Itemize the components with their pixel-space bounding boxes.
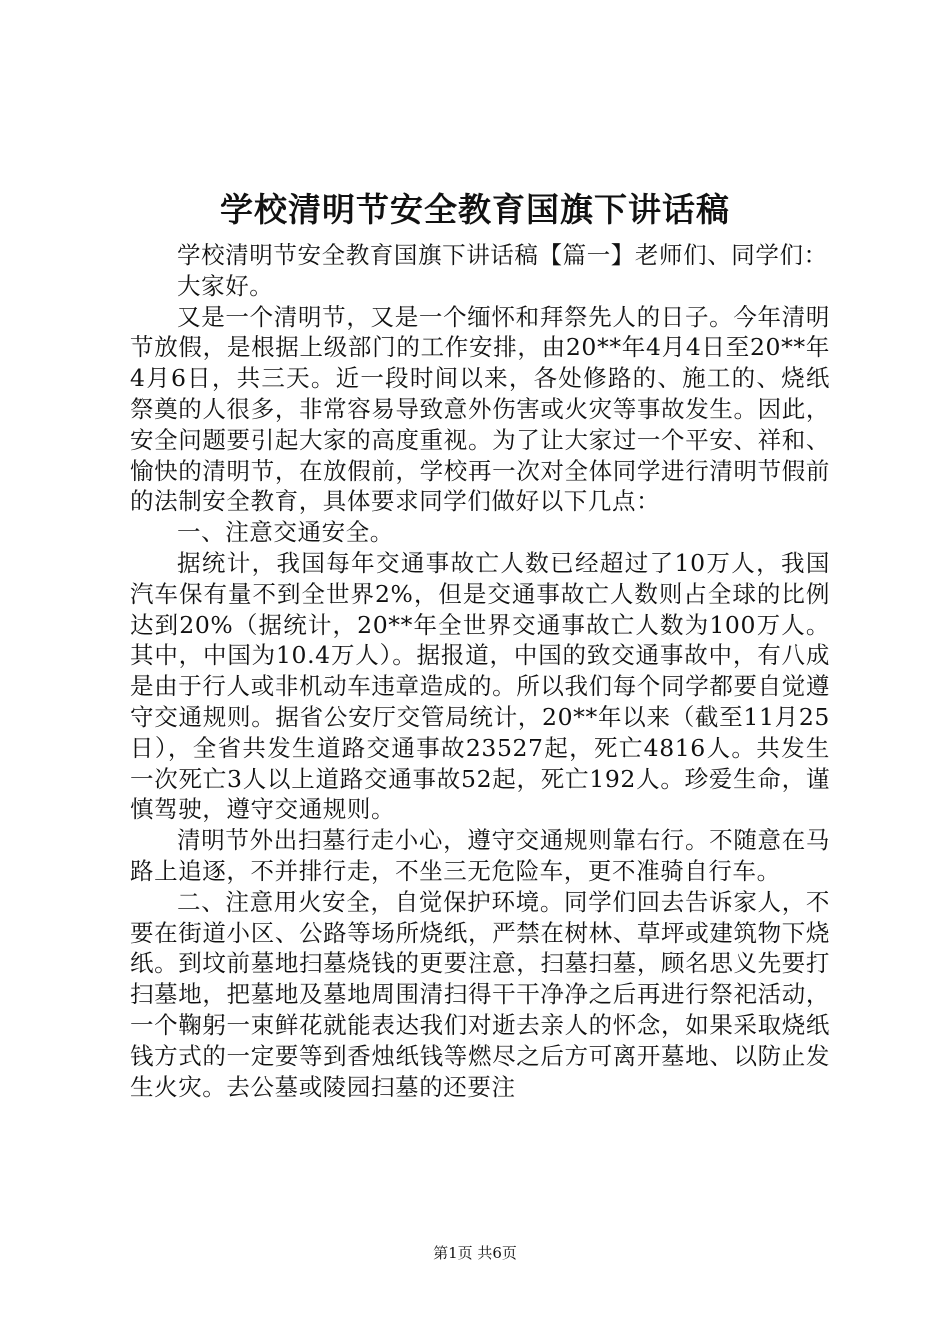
page-number-footer: 第1页 共6页: [433, 1244, 517, 1262]
paragraph-intro: 又是一个清明节，又是一个缅怀和拜祭先人的日子。今年清明节放假，是根据上级部门的工作安排，由20**年4月4日至20**年4月6日，共三天。近一段时间以来，各处修路的、施工的、烧纸祭奠的人很多，非常容易导致意外伤害或火灾等事故发生。因此，安全问题要引起大家的高度重视。为了让大家过一个平安、祥和、愉快的清明节，在放假前，学校再一次对全体同学进行清明节假前的法制安全教育，具体要求同学们做好以下几点：: [130, 302, 830, 516]
paragraph-heading-traffic: 一、注意交通安全。: [177, 518, 394, 547]
document-body: [130, 240, 830, 1102]
paragraph-fire-safety: 二、注意用火安全，自觉保护环境。同学们回去告诉家人，不要在街道小区、公路等场所烧纸，严禁在树林、草坪或建筑物下烧纸。到坟前墓地扫墓烧钱的更要注意，扫墓扫墓，顾名思义先要打扫墓地，把墓地及墓地周围清扫得干干净净之后再进行祭祀活动，一个鞠躬一束鲜花就能表达我们对逝去亲人的怀念，如果采取烧纸钱方式的一定要等到香烛纸钱等燃尽之后方可离开墓地、以防止发生火灾。去公墓或陵园扫墓的还要注: [130, 887, 830, 1101]
paragraph-greeting: 学校清明节安全教育国旗下讲话稿【篇一】老师们、同学们：: [177, 241, 828, 269]
paragraph-traffic-stats: 据统计，我国每年交通事故亡人数已经超过了10万人，我国汽车保有量不到全世界2%，但是交通事故亡人数则占全球的比例达到20%（据统计，20**年全世界交通事故亡人数为100万人。其中，中国为10.4万人）。据报道，中国的致交通事故中，有八成是由于行人或非机动车违章造成的。所以我们每个同学都要自觉遵守交通规则。据省公安厅交管局统计，20**年以来（截至11月25日），全省共发生道路交通事故23527起，死亡4816人。共发生一次死亡3人以上道路交通事故52起，死亡192人。珍爱生命，谨慎驾驶，遵守交通规则。: [130, 548, 830, 824]
document-title: 学校清明节安全教育国旗下讲话稿: [220, 190, 730, 229]
paragraph-hello: 大家好。: [177, 271, 274, 300]
paragraph-traffic-advice: 清明节外出扫墓行走小心，遵守交通规则靠右行。不随意在马路上追逐，不并排行走，不坐三无危险车，更不准骑自行车。: [130, 826, 830, 885]
